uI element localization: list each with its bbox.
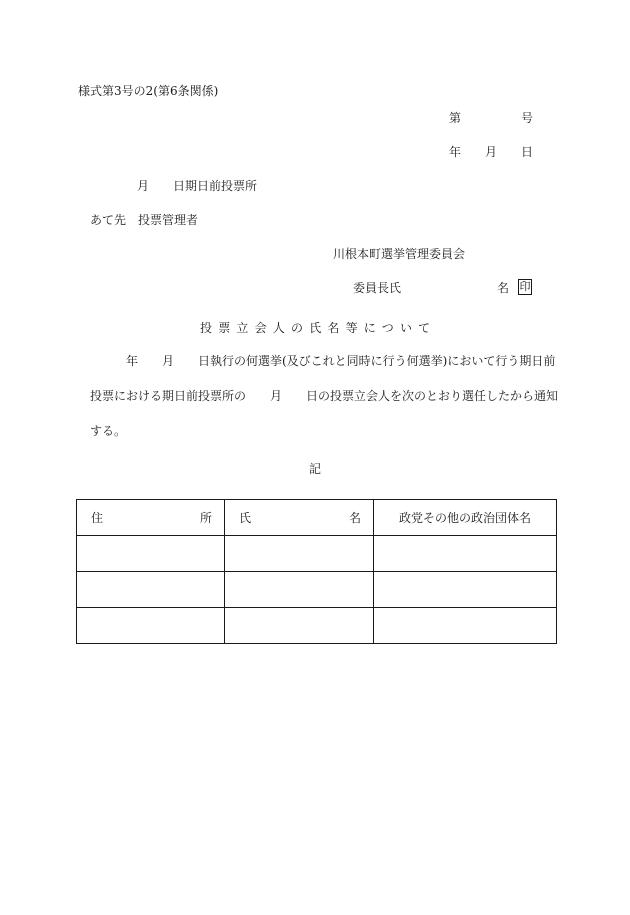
body-line-1: 日執行の何選挙(及びこれと同時に行う何選挙)において行う期日前: [198, 354, 556, 368]
body-month-label: 月: [162, 354, 175, 368]
ki-heading: 記: [309, 462, 322, 476]
station-name: 日期日前投票所: [173, 179, 258, 193]
document-number-suffix: 号: [521, 111, 534, 125]
header-name-a: 氏: [239, 511, 252, 525]
date-day-label: 日: [521, 145, 534, 159]
cell-name[interactable]: [225, 536, 374, 572]
committee-name: 川根本町選挙管理委員会: [333, 247, 466, 261]
chair-title: 委員長氏: [353, 281, 402, 295]
header-party: [374, 500, 557, 536]
addressee: あて先 投票管理者: [90, 213, 199, 227]
cell-address[interactable]: [77, 572, 225, 608]
document-title: 投票立会人の氏名等について: [200, 321, 437, 335]
header-address: [77, 500, 225, 536]
chair-name-suffix: 名: [497, 281, 510, 295]
body-line-2-rest: 日の投票立会人を次のとおり選任したから通知: [306, 389, 559, 403]
table-row: [77, 572, 557, 608]
table-row: [77, 536, 557, 572]
body-line-2-month: 月: [270, 389, 283, 403]
seal-stamp: 印: [519, 280, 531, 293]
header-address-a: 住: [91, 511, 104, 525]
header-party-label: 政党その他の政治団体名: [398, 511, 531, 525]
cell-address[interactable]: [77, 608, 225, 644]
document-number-prefix: 第: [449, 111, 462, 125]
cell-party[interactable]: [374, 572, 557, 608]
cell-party[interactable]: [374, 608, 557, 644]
cell-party[interactable]: [374, 536, 557, 572]
table-header-row: [77, 500, 557, 536]
station-month-label: 月: [137, 179, 150, 193]
cell-name[interactable]: [225, 608, 374, 644]
cell-address[interactable]: [77, 536, 225, 572]
date-month-label: 月: [485, 145, 498, 159]
header-address-b: 所: [199, 511, 212, 525]
header-name-b: 名: [348, 511, 361, 525]
date-year-label: 年: [449, 145, 462, 159]
form-number: 様式第3号の2(第6条関係): [78, 84, 219, 98]
header-name: [225, 500, 374, 536]
body-line-3: する。: [90, 424, 127, 438]
table-row: [77, 608, 557, 644]
body-year-label: 年: [126, 354, 139, 368]
body-line-2-start: 投票における期日前投票所の: [90, 389, 247, 403]
appointee-table: [76, 499, 557, 644]
cell-name[interactable]: [225, 572, 374, 608]
